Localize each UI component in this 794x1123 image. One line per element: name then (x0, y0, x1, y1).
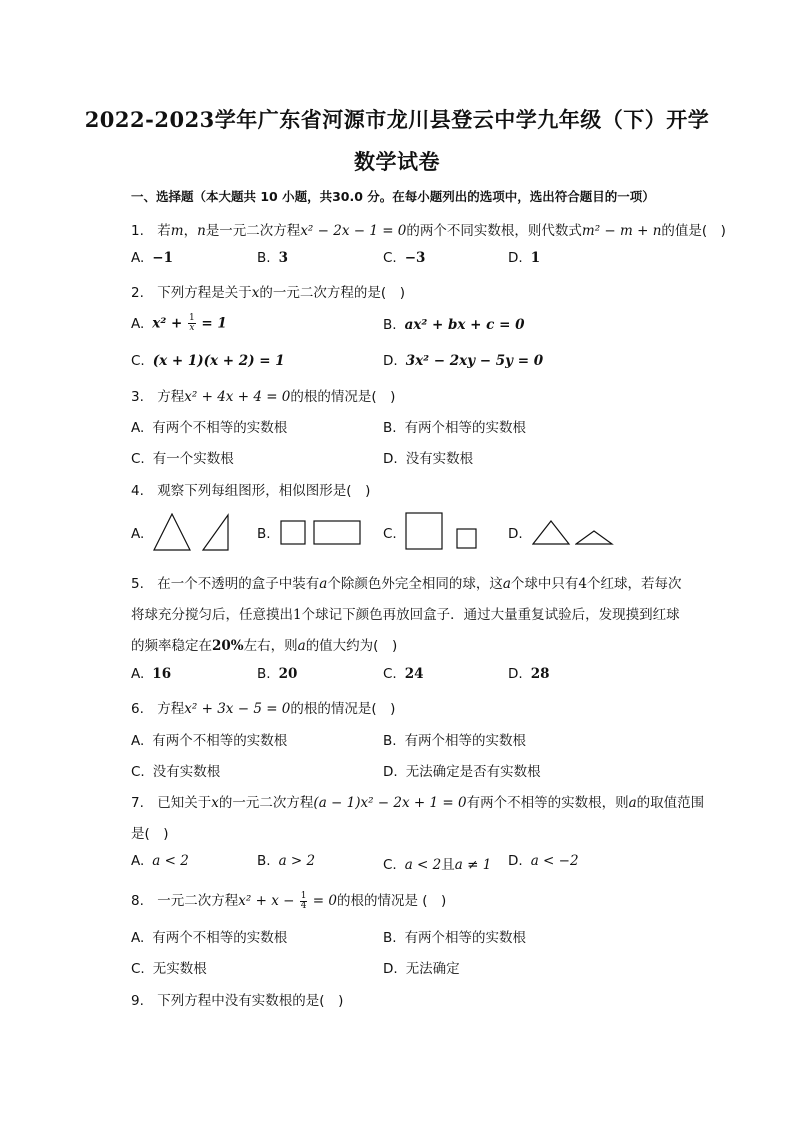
q1-option-d: D. 1 (508, 250, 541, 266)
question-6: 6. 方程x² + 3x − 5 = 0的根的情况是( ) (131, 701, 396, 717)
expression: m² − m + n (581, 223, 662, 239)
question-1: 1. 若m，n是一元二次方程x² − 2x − 1 = 0的两个不同实数根，则代数式m² − m + n的值是( ) (131, 223, 726, 239)
question-7: 7. 已知关于x的一元二次方程(a − 1)x² − 2x + 1 = 0有两个不相等的实数根，则a的取值范围 (131, 795, 705, 811)
question-number: 1. (131, 223, 144, 239)
question-number: 8. (131, 893, 144, 909)
q3-option-d: D. 没有实数根 (383, 451, 474, 467)
q4-option-c-small-square (456, 528, 478, 550)
q5-option-d: D. 28 (508, 666, 550, 682)
question-2: 2. 下列方程是关于x的一元二次方程的是( ) (131, 285, 405, 301)
q2-option-b: B. ax² + bx + c = 0 (383, 317, 525, 333)
q6-option-c: C. 没有实数根 (131, 764, 221, 780)
question-9: 9. 下列方程中没有实数根的是( ) (131, 993, 344, 1009)
q7-option-c: C. a < 2且a ≠ 1 (383, 857, 492, 873)
q4-option-d-triangle-2 (575, 529, 615, 547)
q8-option-d: D. 无法确定 (383, 961, 460, 977)
q4-option-b-label: B. (257, 526, 271, 542)
q4-option-c-label: C. (383, 526, 397, 542)
q7-option-d: D. a < −2 (508, 853, 579, 869)
question-number: 7. (131, 795, 144, 811)
question-5-line-2: 将球充分搅匀后，任意摸出1个球记下颜色再放回盒子．通过大量重复试验后，发现摸到红球 (131, 607, 680, 623)
q3-option-c: C. 有一个实数根 (131, 451, 234, 467)
q4-option-b-rectangle (313, 520, 363, 547)
q6-option-b: B. 有两个相等的实数根 (383, 733, 527, 749)
q6-option-d: D. 无法确定是否有实数根 (383, 764, 541, 780)
q2-option-d: D. 3x² − 2xy − 5y = 0 (383, 353, 544, 369)
q1-option-b: B. 3 (257, 250, 288, 266)
question-number: 9. (131, 993, 144, 1009)
equation: (a − 1)x² − 2x + 1 = 0 (313, 795, 467, 811)
q3-option-a: A. 有两个不相等的实数根 (131, 420, 288, 436)
question-number: 3. (131, 389, 144, 405)
question-7-line-2: 是( ) (131, 826, 169, 842)
q4-option-a-triangle-2 (201, 513, 233, 553)
section-heading: 一、选择题（本大题共 10 小题，共30.0 分。在每小题列出的选项中，选出符合题目的一项） (131, 189, 655, 204)
question-number: 6. (131, 701, 144, 717)
question-number: 4. (131, 483, 144, 499)
question-number: 5. (131, 576, 144, 592)
q7-option-b: B. a > 2 (257, 853, 316, 869)
q8-option-b: B. 有两个相等的实数根 (383, 930, 527, 946)
q4-option-c-large-square (405, 512, 445, 552)
q4-option-a-triangles (153, 513, 195, 553)
q5-option-b: B. 20 (257, 666, 298, 682)
q4-option-b-square (280, 520, 308, 547)
q8-option-c: C. 无实数根 (131, 961, 207, 977)
q2-option-c: C. (x + 1)(x + 2) = 1 (131, 353, 285, 369)
equation: x² + 4x + 4 = 0 (184, 389, 291, 405)
q3-option-b: B. 有两个相等的实数根 (383, 420, 527, 436)
equation: x² + 3x − 5 = 0 (184, 701, 291, 717)
q1-option-a: A. −1 (131, 250, 174, 266)
q5-option-a: A. 16 (131, 666, 172, 682)
exam-title-line1: 2022-2023学年广东省河源市龙川县登云中学九年级（下）开学 (84, 107, 710, 132)
q2-option-a: A. x² + $\frac{1}{x}$ = 1 (131, 313, 227, 333)
q4-option-d-label: D. (508, 526, 523, 542)
question-8: 8. 一元二次方程x² + x − $\frac{1}{4}$ = 0的根的情况是 ( ) (131, 890, 447, 911)
q1-option-c: C. −3 (383, 250, 426, 266)
question-number: 2. (131, 285, 144, 301)
question-5-line-3: 的频率稳定在20%左右，则a的值大约为( ) (131, 638, 398, 654)
q4-option-a-label: A. (131, 526, 145, 542)
equation: x² − 2x − 1 = 0 (300, 223, 407, 239)
q8-option-a: A. 有两个不相等的实数根 (131, 930, 288, 946)
q7-option-a: A. a < 2 (131, 853, 189, 869)
question-4: 4. 观察下列每组图形，相似图形是( ) (131, 483, 371, 499)
exam-title-line2: 数学试卷 (354, 149, 440, 174)
question-3: 3. 方程x² + 4x + 4 = 0的根的情况是( ) (131, 389, 396, 405)
q5-option-c: C. 24 (383, 666, 424, 682)
question-5: 5. 在一个不透明的盒子中装有a个除颜色外完全相同的球，这a个球中只有4个红球，若每次 (131, 576, 682, 592)
q4-option-d-triangle-1 (532, 519, 572, 547)
q6-option-a: A. 有两个不相等的实数根 (131, 733, 288, 749)
